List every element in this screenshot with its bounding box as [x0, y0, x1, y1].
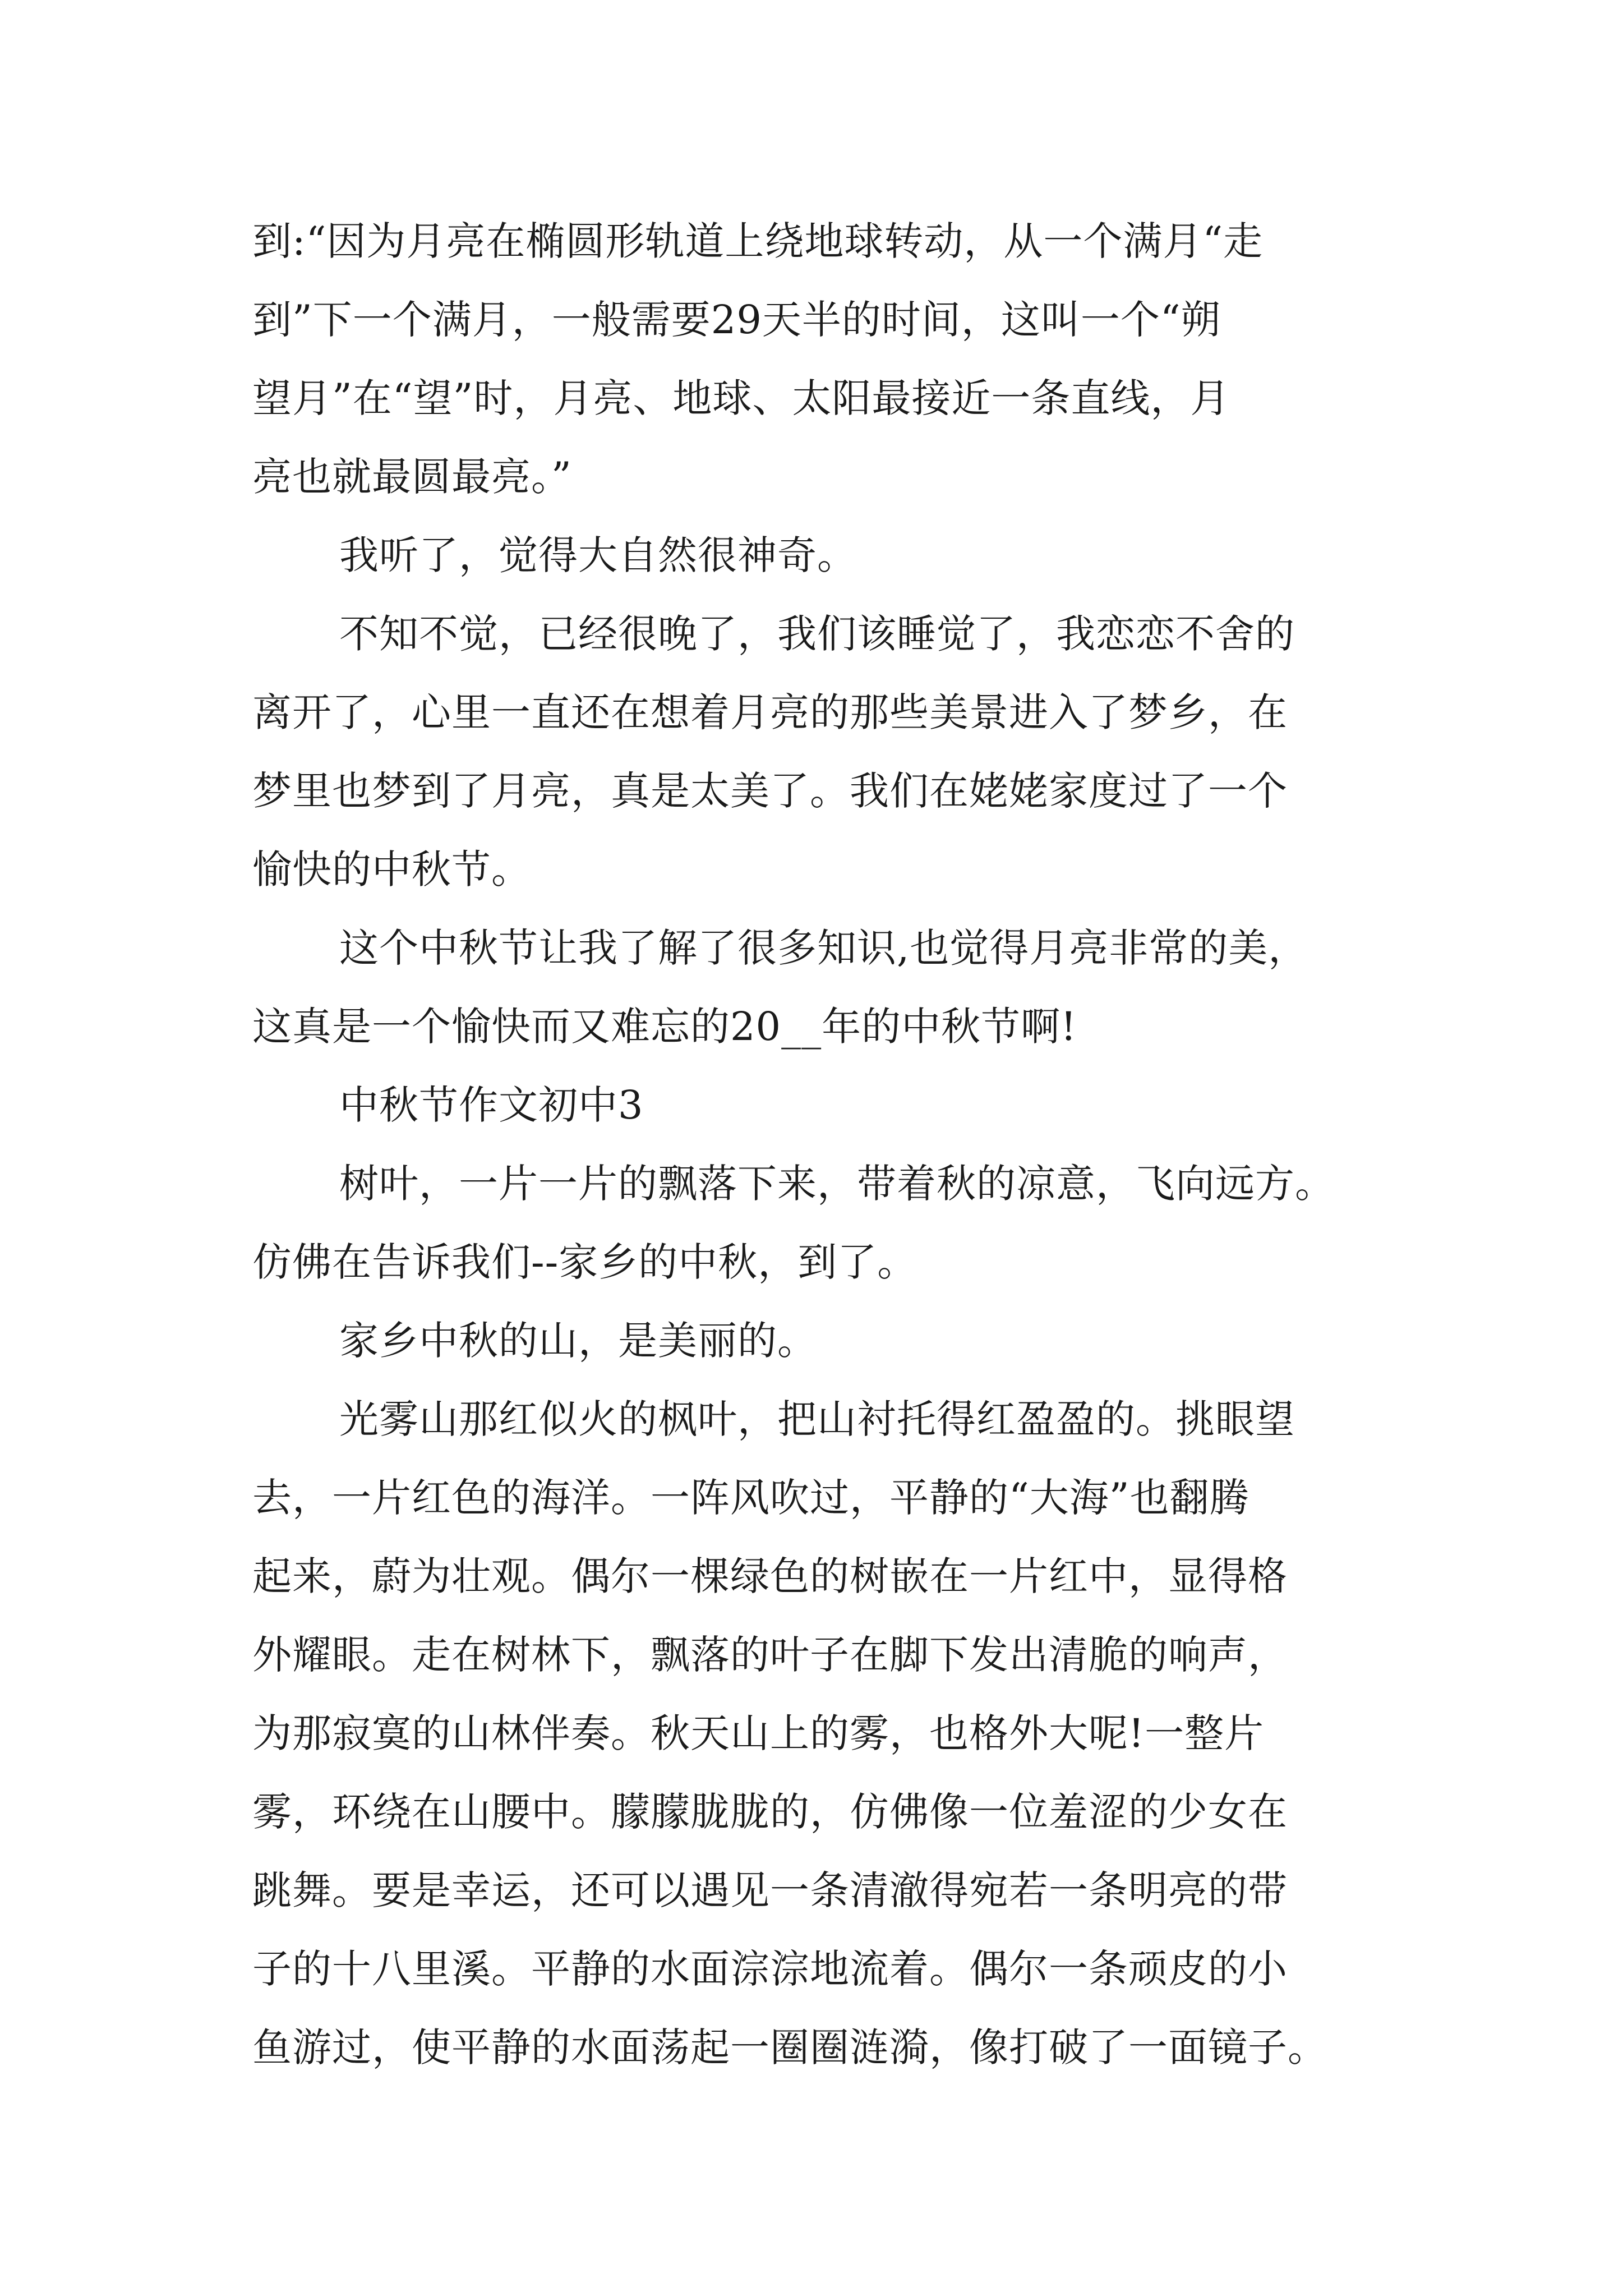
text-line: 仿佛在告诉我们--家乡的中秋，到了。 — [252, 1239, 917, 1285]
text-line: 离开了，心里一直还在想着月亮的那些美景进入了梦乡，在 — [252, 689, 1288, 735]
text-line: 雾，环绕在山腰中。朦朦胧胧的，仿佛像一位羞涩的少女在 — [252, 1789, 1288, 1835]
text-line: 亮也就最圆最亮。” — [252, 454, 572, 500]
text-line: 梦里也梦到了月亮，真是太美了。我们在姥姥家度过了一个 — [252, 768, 1288, 814]
section-heading: 中秋节作文初中3 — [339, 1082, 644, 1128]
text-line: 跳舞。要是幸运，还可以遇见一条清澈得宛若一条明亮的带 — [252, 1867, 1288, 1913]
text-line: 鱼游过，使平静的水面荡起一圈圈涟漪，像打破了一面镜子。 — [252, 2024, 1327, 2070]
text-line: 望月”在“望”时，月亮、地球、太阳最接近一条直线，月 — [252, 375, 1230, 421]
paragraph-line: 不知不觉，已经很晚了，我们该睡觉了，我恋恋不舍的 — [339, 611, 1295, 657]
paragraph-line: 家乡中秋的山，是美丽的。 — [339, 1318, 817, 1364]
text-line: 这真是一个愉快而又难忘的20__年的中秋节啊! — [252, 1004, 1077, 1050]
document-page — [252, 202, 1385, 2087]
text-line: 到”下一个满月，一般需要29天半的时间，这叫一个“朔 — [252, 297, 1221, 343]
paragraph-line: 我听了，觉得大自然很神奇。 — [339, 532, 857, 578]
paragraph-line: 树叶，一片一片的飘落下来，带着秋的凉意，飞向远方。 — [339, 1161, 1335, 1207]
text-line: 到:“因为月亮在椭圆形轨道上绕地球转动，从一个满月“走 — [252, 218, 1264, 264]
text-line: 起来，蔚为壮观。偶尔一棵绿色的树嵌在一片红中，显得格 — [252, 1553, 1288, 1599]
text-line: 愉快的中秋节。 — [252, 846, 531, 892]
text-line: 外耀眼。走在树林下，飘落的叶子在脚下发出清脆的响声， — [252, 1632, 1288, 1678]
text-line: 子的十八里溪。平静的水面淙淙地流着。偶尔一条顽皮的小 — [252, 1946, 1288, 1992]
paragraph-line: 这个中秋节让我了解了很多知识,也觉得月亮非常的美， — [339, 925, 1308, 971]
text-line: 为那寂寞的山林伴奏。秋天山上的雾，也格外大呢!一整片 — [252, 1710, 1265, 1756]
text-line: 去，一片红色的海洋。一阵风吹过，平静的“大海”也翻腾 — [252, 1475, 1249, 1521]
paragraph-line: 光雾山那红似火的枫叶，把山衬托得红盈盈的。挑眼望 — [339, 1396, 1295, 1442]
